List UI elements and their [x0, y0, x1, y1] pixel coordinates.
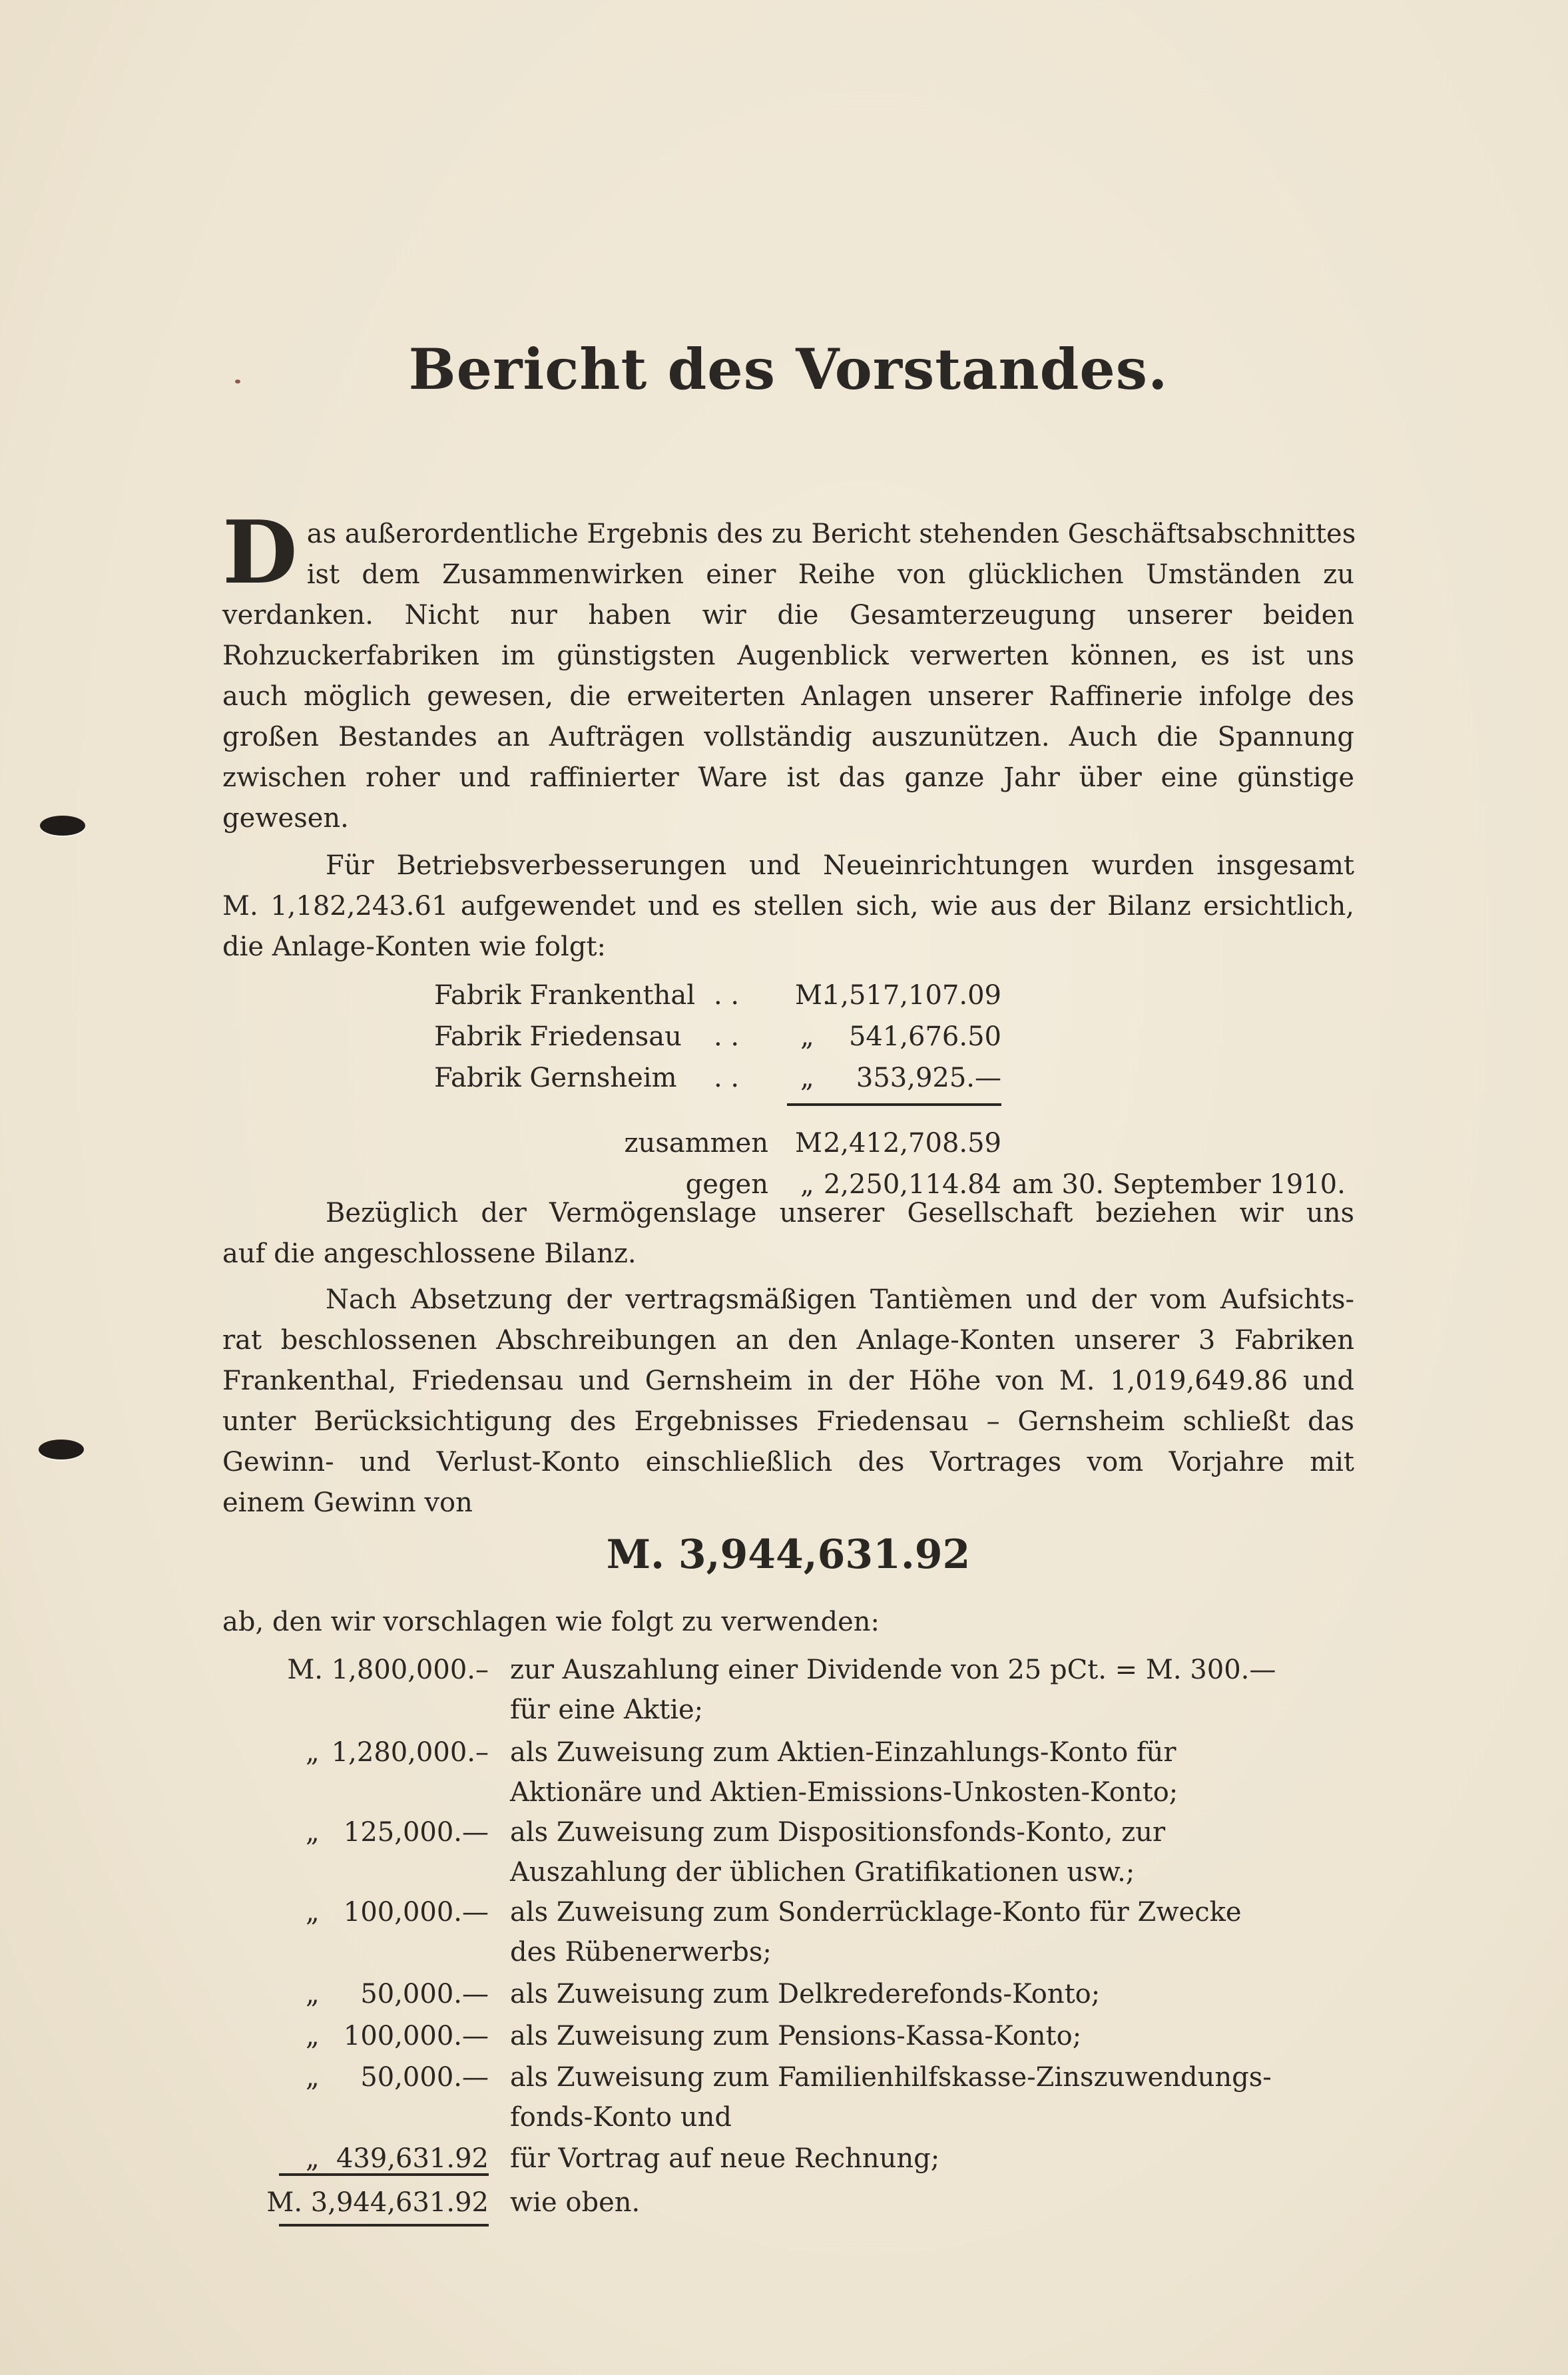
allocation-amount: 100,000.—: [343, 1897, 489, 1928]
text-line: gewesen.: [222, 803, 349, 834]
text-line: Für Betriebsverbesserungen und Neueinrichtungen wurden insgesamt: [326, 850, 1354, 881]
punch-hole-top: [40, 816, 85, 836]
text-line: rat beschlossenen Abschreibungen an den Anlage-Konten unserer 3 Fabriken: [222, 1325, 1354, 1356]
account-label: Fabrik Frankenthal: [434, 980, 695, 1011]
text-line: Rohzuckerfabriken im günstigsten Augenblick verwerten können, es ist uns: [222, 641, 1354, 671]
account-amount: 541,676.50: [848, 1021, 1001, 1052]
allocation-amount: 439,631.92: [336, 2143, 489, 2174]
profit-paragraph: [222, 1280, 1354, 1523]
allocation-text: [510, 2057, 1309, 2137]
text-line: verdanken. Nicht nur haben wir die Gesamterzeugung unserer beiden: [222, 600, 1354, 631]
text-line: einem Gewinn von: [222, 1487, 473, 1518]
improvements-paragraph: [222, 846, 1354, 967]
total-amount: 2,412,708.59: [823, 1128, 1001, 1159]
ditto-mark: „: [800, 1021, 814, 1052]
allocation-text: [510, 1812, 1309, 1892]
text-line: Frankenthal, Friedensau und Gernsheim in der Höhe von M. 1,019,649.86 und: [222, 1366, 1354, 1396]
asset-accounts-table: [222, 975, 1354, 1200]
text-line: fonds-Konto und: [510, 2102, 732, 2133]
leader-dots: . .: [714, 1021, 740, 1052]
account-label: Fabrik Gernsheim: [434, 1063, 677, 1093]
leader-dots: . .: [714, 1063, 740, 1093]
page-title: Bericht des Vorstandes.: [408, 336, 1169, 402]
ditto-mark: „: [306, 1737, 320, 1768]
allocation-text: [510, 2139, 1309, 2179]
text-line: as außerordentliche Ergebnis des zu Bericht stehenden Geschäftsabschnittes: [306, 519, 1356, 549]
previous-amount: 2,250,114.84: [823, 1169, 1001, 1200]
account-label: Fabrik Friedensau: [434, 1021, 682, 1052]
currency-mark: M.: [795, 1128, 831, 1159]
currency-mark: M.: [795, 980, 831, 1011]
text-line: Auszahlung der üblichen Gratifikationen usw.;: [510, 1857, 1135, 1888]
text-line: ab, den wir vorschlagen wie folgt zu verwenden:: [222, 1607, 880, 1637]
previous-label: gegen: [685, 1169, 768, 1200]
text-line: M. 1,182,243.61 aufgewendet und es stellen sich, wie aus der Bilanz ersichtlich,: [222, 891, 1354, 922]
text-line: für Vortrag auf neue Rechnung;: [510, 2143, 940, 2174]
text-line: unter Berücksichtigung des Ergebnisses Friedensau – Gernsheim schließt das: [222, 1406, 1354, 1437]
allocation-text: [510, 1974, 1309, 2014]
profit-total: M. 3,944,631.92: [606, 1531, 971, 1578]
ditto-mark: „: [306, 1897, 320, 1928]
allocation-text: [510, 1892, 1309, 1972]
total-label: zusammen: [624, 1128, 768, 1159]
account-amount: 353,925.—: [856, 1063, 1001, 1093]
ditto-mark: „: [306, 2021, 320, 2051]
text-line: als Zuweisung zum Dispositionsfonds-Konto, zur: [510, 1817, 1166, 1848]
text-line: zwischen roher und raffinierter Ware ist das ganze Jahr über eine günstige: [222, 762, 1354, 793]
allocation-amount: 50,000.—: [360, 2062, 489, 2093]
ditto-mark: „: [306, 1979, 320, 2009]
text-line: die Anlage-Konten wie folgt:: [222, 931, 606, 962]
account-amount: 1,517,107.09: [823, 980, 1001, 1011]
text-line: Aktionäre und Aktien-Emissions-Unkosten-Konto;: [510, 1777, 1178, 1808]
allocation-text: [510, 1732, 1309, 1812]
ditto-mark: „: [306, 2062, 320, 2093]
text-line: Gewinn- und Verlust-Konto einschließlich des Vortrages vom Vorjahre mit: [222, 1447, 1354, 1477]
text-line: als Zuweisung zum Delkrederefonds-Konto;: [510, 1979, 1101, 2009]
text-line: zur Auszahlung einer Dividende von 25 pCt. = M. 300.—: [510, 1655, 1276, 1685]
allocation-intro: [222, 1602, 1354, 1643]
ditto-mark: „: [306, 1817, 320, 1848]
text-line: als Zuweisung zum Pensions-Kassa-Konto;: [510, 2021, 1082, 2051]
assets-note-paragraph: [222, 1193, 1354, 1274]
drop-cap: D: [222, 501, 298, 603]
ditto-mark: „: [800, 1063, 814, 1093]
allocation-text: [510, 2016, 1309, 2056]
text-line: als Zuweisung zum Sonderrücklage-Konto für Zwecke: [510, 1897, 1242, 1928]
punch-hole-bottom: [39, 1440, 84, 1459]
intro-paragraph: [222, 501, 1356, 839]
ditto-mark: „: [306, 2143, 320, 2174]
allocation-amount: 100,000.—: [343, 2021, 489, 2051]
text-line: ist dem Zusammenwirken einer Reihe von glücklichen Umständen zu: [306, 559, 1354, 590]
allocation-text: [510, 1650, 1309, 1730]
allocation-total-amount: M. 3,944,631.92: [266, 2187, 489, 2218]
sum-underline: [787, 1103, 1001, 1106]
allocation-total-text: wie oben.: [510, 2187, 641, 2218]
total-underline: [279, 2224, 489, 2227]
text-line: Nach Absetzung der vertragsmäßigen Tantièmen und der vom Aufsichts-: [326, 1284, 1354, 1315]
text-line: als Zuweisung zum Familienhilfskasse-Zinszuwendungs-: [510, 2062, 1272, 2093]
text-line: für eine Aktie;: [510, 1695, 704, 1725]
allocation-amount: M. 1,800,000.–: [287, 1655, 489, 1685]
previous-date: am 30. September 1910.: [1012, 1169, 1346, 1200]
text-line: auch möglich gewesen, die erweiterten Anlagen unserer Raffinerie infolge des: [222, 681, 1354, 712]
leader-dots: . .: [714, 980, 740, 1011]
text-line: des Rübenerwerbs;: [510, 1937, 772, 1968]
text-line: großen Bestandes an Aufträgen vollständig auszunützen. Auch die Spannung: [222, 722, 1354, 752]
sum-underline: [279, 2173, 489, 2176]
allocation-amount: 125,000.—: [343, 1817, 489, 1848]
text-line: als Zuweisung zum Aktien-Einzahlungs-Konto für: [510, 1737, 1176, 1768]
text-line: auf die angeschlossene Bilanz.: [222, 1238, 637, 1269]
text-line: Bezüglich der Vermögenslage unserer Gesellschaft beziehen wir uns: [326, 1198, 1354, 1228]
allocation-amount: 50,000.—: [360, 1979, 489, 2009]
ditto-mark: „: [800, 1169, 814, 1200]
allocation-amount: 1,280,000.–: [331, 1737, 489, 1768]
